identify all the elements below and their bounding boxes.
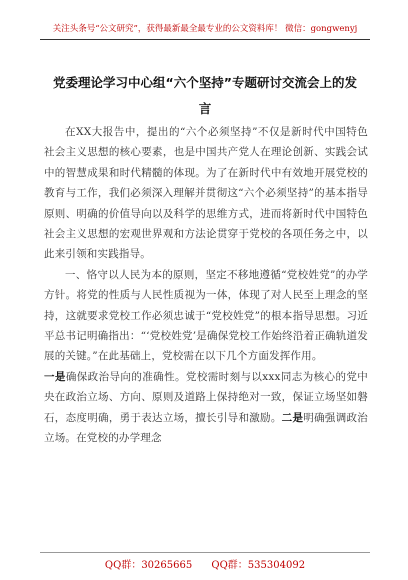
paragraph-intro: 在XX大报告中，提出的“六个必须坚持”不仅是新时代中国特色社会主义思想的核心要素，也是中国共产党人在理论创新、实践会试中的智慧成果和时代精髓的体现。为了在新时代中有效地开展党校的教育与工作，我们必须深入理解并贯彻这“六个必须坚持”的基本指导原则、明确的价值导向以及科学的思维方式，进而将新时代中国特色社会主义思想的宏观世界观和方法论贯穿于党校的各项任务之中，以此来引领和实践指导。 (44, 126, 368, 261)
document-title (44, 70, 366, 122)
point-one-marker: 一是 (44, 370, 66, 383)
paragraph-points (44, 367, 368, 449)
footer-divider (40, 552, 370, 553)
page-footer (40, 556, 370, 571)
header-divider (40, 39, 370, 40)
paragraph-section-one: 一、恪守以人民为本的原则，坚定不移地遵循“党校姓党”的办学方针。将党的性质与人民性质视为一体，体现了对人民至上理念的坚持，这就要求党校工作必须忠诚于“党校姓党”的根本指导思想。习近平总书记明确指出：“‘党校姓党’是确保党校工作始终沿着正确轨道发展的关键。”在此基础上，党校需在以下几个方面发挥作用。 (44, 268, 368, 363)
page-header-banner: 关注头条号“公文研究”，获得最新最全最专业的公文资料库！ 微信：gongwenyj (52, 24, 358, 34)
point-two-text: 明确强调政治立场。在党校的办学理念 (44, 411, 368, 445)
title-line-2: 言 (198, 101, 212, 116)
document-body (44, 122, 368, 449)
point-two-marker: 二是 (281, 411, 304, 424)
footer-qq-group-1: QQ群：30265665 (104, 560, 193, 571)
title-line-1: 党委理论学习中心组“六个坚持”专题研讨交流会上的发 (53, 75, 357, 90)
point-one-text: 确保政治导向的准确性。党校需时刻与以xxx同志为核心的党中央在政治立场、方向、原则及道路上保持绝对一致，保证立场坚如磐石，态度明确，勇于表达立场，擅长引导和激励。 (44, 370, 368, 424)
footer-qq-group-2: QQ群：535304092 (211, 560, 306, 571)
